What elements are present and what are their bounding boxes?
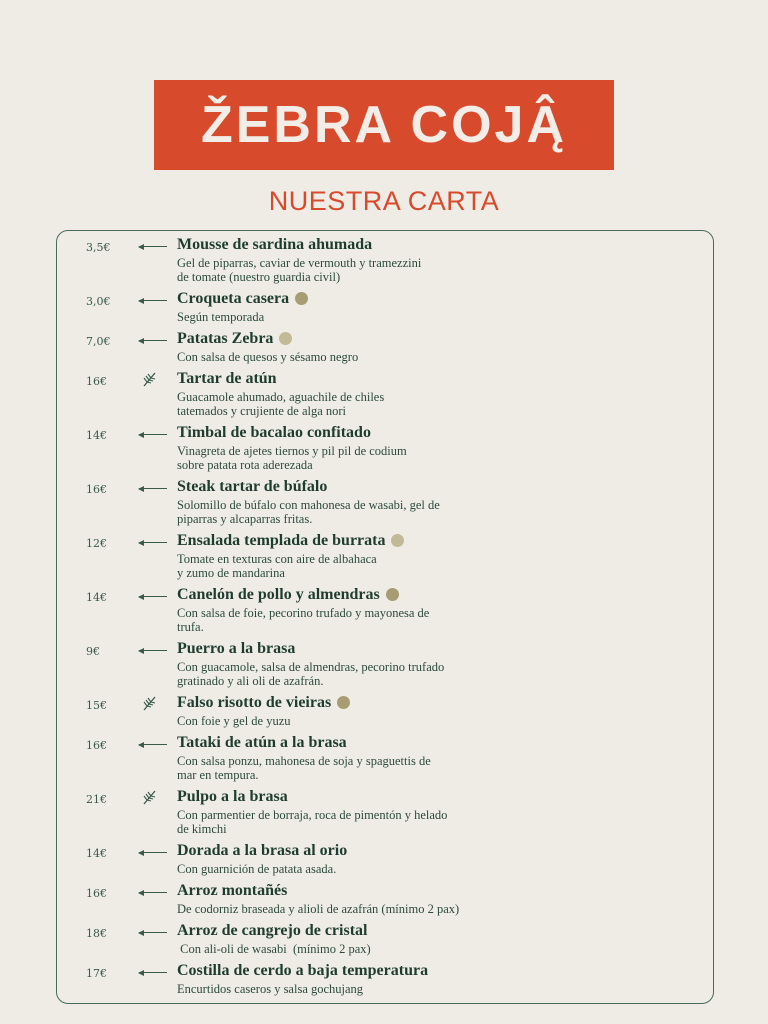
- item-name-text: Canelón de pollo y almendras: [177, 586, 380, 603]
- arrow-dash-icon: [139, 925, 169, 939]
- item-name-text: Arroz de cangrejo de cristal: [177, 922, 368, 939]
- description-line: Solomillo de búfalo con mahonesa de wasabi, gel de: [177, 498, 440, 512]
- arrow-dash-icon: [139, 885, 169, 899]
- item-description: [177, 754, 677, 782]
- item-description: [177, 310, 677, 324]
- item-name-text: Ensalada templada de burrata: [177, 532, 386, 549]
- description-line: Con salsa de quesos y sésamo negro: [177, 350, 359, 364]
- item-price: 21€: [86, 793, 107, 806]
- description-line: Según temporada: [177, 310, 265, 324]
- item-price: 14€: [86, 591, 107, 604]
- arrow-dash-icon: [139, 643, 169, 657]
- description-line: tatemados y crujiente de alga nori: [177, 404, 347, 418]
- item-price: 16€: [86, 483, 107, 496]
- wheat-badge-icon: [337, 696, 350, 709]
- item-price: 17€: [86, 967, 107, 980]
- item-price: 14€: [86, 847, 107, 860]
- item-name-text: Pulpo a la brasa: [177, 788, 288, 805]
- page-title: NUESTRA CARTA: [268, 186, 500, 216]
- item-name: [177, 882, 287, 900]
- item-description: [177, 444, 677, 472]
- description-line: de tomate (nuestro guardia civil): [177, 270, 341, 284]
- item-name: [177, 962, 428, 980]
- item-price: 16€: [86, 375, 107, 388]
- item-description: [177, 862, 677, 876]
- description-line: Vinagreta de ajetes tiernos y pil pil de codium: [177, 444, 407, 458]
- item-name: [177, 370, 277, 388]
- item-price: 18€: [86, 927, 107, 940]
- logo-text: ŽEBRA COJĄ̂: [200, 96, 568, 154]
- item-description: [177, 350, 677, 364]
- description-line: piparras y alcaparras fritas.: [177, 512, 313, 526]
- item-price: 14€: [86, 429, 107, 442]
- wheat-icon: [139, 791, 169, 805]
- item-name: [177, 640, 295, 658]
- item-name: [177, 424, 371, 442]
- description-line: Con ali-oli de wasabi (mínimo 2 pax): [177, 942, 371, 956]
- item-price: 16€: [86, 887, 107, 900]
- item-name-text: Tartar de atún: [177, 370, 277, 387]
- item-description: [177, 606, 677, 634]
- item-description: [177, 390, 677, 418]
- item-price: 16€: [86, 739, 107, 752]
- item-name-text: Falso risotto de vieiras: [177, 694, 332, 711]
- item-description: [177, 902, 677, 916]
- item-name: [177, 694, 350, 712]
- item-name-text: Timbal de bacalao confitado: [177, 424, 371, 441]
- item-price: 3,5€: [86, 241, 111, 254]
- vegetarian-badge-icon: [391, 534, 404, 547]
- description-line: mar en tempura.: [177, 768, 259, 782]
- item-name: [177, 734, 347, 752]
- item-name: [177, 478, 327, 496]
- description-line: de kimchi: [177, 822, 227, 836]
- item-price: 15€: [86, 699, 107, 712]
- description-line: Encurtidos caseros y salsa gochujang: [177, 982, 364, 996]
- leaf-badge-icon: [279, 332, 292, 345]
- item-name-text: Costilla de cerdo a baja temperatura: [177, 962, 429, 979]
- description-line: Gel de piparras, caviar de vermouth y tramezzini: [177, 256, 422, 270]
- item-name-text: Steak tartar de búfalo: [177, 478, 328, 495]
- item-name: [177, 236, 372, 254]
- item-description: [177, 498, 677, 526]
- item-description: [177, 942, 677, 956]
- item-price: 3,0€: [86, 295, 111, 308]
- item-description: [177, 714, 677, 728]
- description-line: Con guacamole, salsa de almendras, pecorino trufado: [177, 660, 445, 674]
- arrow-dash-icon: [139, 737, 169, 751]
- item-description: [177, 256, 677, 284]
- item-name-text: Arroz montañés: [177, 882, 288, 899]
- arrow-dash-icon: [139, 845, 169, 859]
- arrow-dash-icon: [139, 535, 169, 549]
- item-name: [177, 922, 367, 940]
- arrow-dash-icon: [139, 333, 169, 347]
- item-name-text: Dorada a la brasa al orio: [177, 842, 348, 859]
- arrow-dash-icon: [139, 293, 169, 307]
- description-line: y zumo de mandarina: [177, 566, 285, 580]
- description-line: Con parmentier de borraja, roca de pimentón y helado: [177, 808, 448, 822]
- item-price: 12€: [86, 537, 107, 550]
- wheat-icon: [139, 697, 169, 711]
- item-name-text: Tataki de atún a la brasa: [177, 734, 347, 751]
- item-name-text: Puerro a la brasa: [177, 640, 296, 657]
- description-line: Con foie y gel de yuzu: [177, 714, 291, 728]
- arrow-dash-icon: [139, 239, 169, 253]
- item-description: [177, 982, 677, 996]
- wheat-badge-icon: [386, 588, 399, 601]
- item-name: [177, 532, 404, 550]
- item-description: [177, 552, 677, 580]
- arrow-dash-icon: [139, 427, 169, 441]
- item-name: [177, 290, 308, 308]
- item-price: 9€: [86, 645, 100, 658]
- description-line: Con guarnición de patata asada.: [177, 862, 337, 876]
- item-name-text: Mousse de sardina ahumada: [177, 236, 373, 253]
- description-line: Tomate en texturas con aire de albahaca: [177, 552, 377, 566]
- wheat-icon: [139, 373, 169, 387]
- description-line: Con salsa ponzu, mahonesa de soja y spaguettis de: [177, 754, 431, 768]
- item-name: [177, 586, 399, 604]
- wheat-badge-icon: [295, 292, 308, 305]
- arrow-dash-icon: [139, 481, 169, 495]
- item-name: [177, 788, 288, 806]
- description-line: Guacamole ahumado, aguachile de chiles: [177, 390, 385, 404]
- description-line: trufa.: [177, 620, 204, 634]
- arrow-dash-icon: [139, 965, 169, 979]
- description-line: sobre patata rota aderezada: [177, 458, 313, 472]
- item-description: [177, 808, 677, 836]
- description-line: De codorniz braseada y alioli de azafrán (mínimo 2 pax): [177, 902, 460, 916]
- restaurant-logo: [154, 80, 614, 170]
- item-name-text: Croqueta casera: [177, 290, 290, 307]
- item-price: 7,0€: [86, 335, 111, 348]
- item-name-text: Patatas Zebra: [177, 330, 274, 347]
- description-line: Con salsa de foie, pecorino trufado y mayonesa de: [177, 606, 430, 620]
- item-name: [177, 330, 292, 348]
- item-description: [177, 660, 677, 688]
- arrow-dash-icon: [139, 589, 169, 603]
- description-line: gratinado y ali oli de azafrán.: [177, 674, 324, 688]
- item-name: [177, 842, 347, 860]
